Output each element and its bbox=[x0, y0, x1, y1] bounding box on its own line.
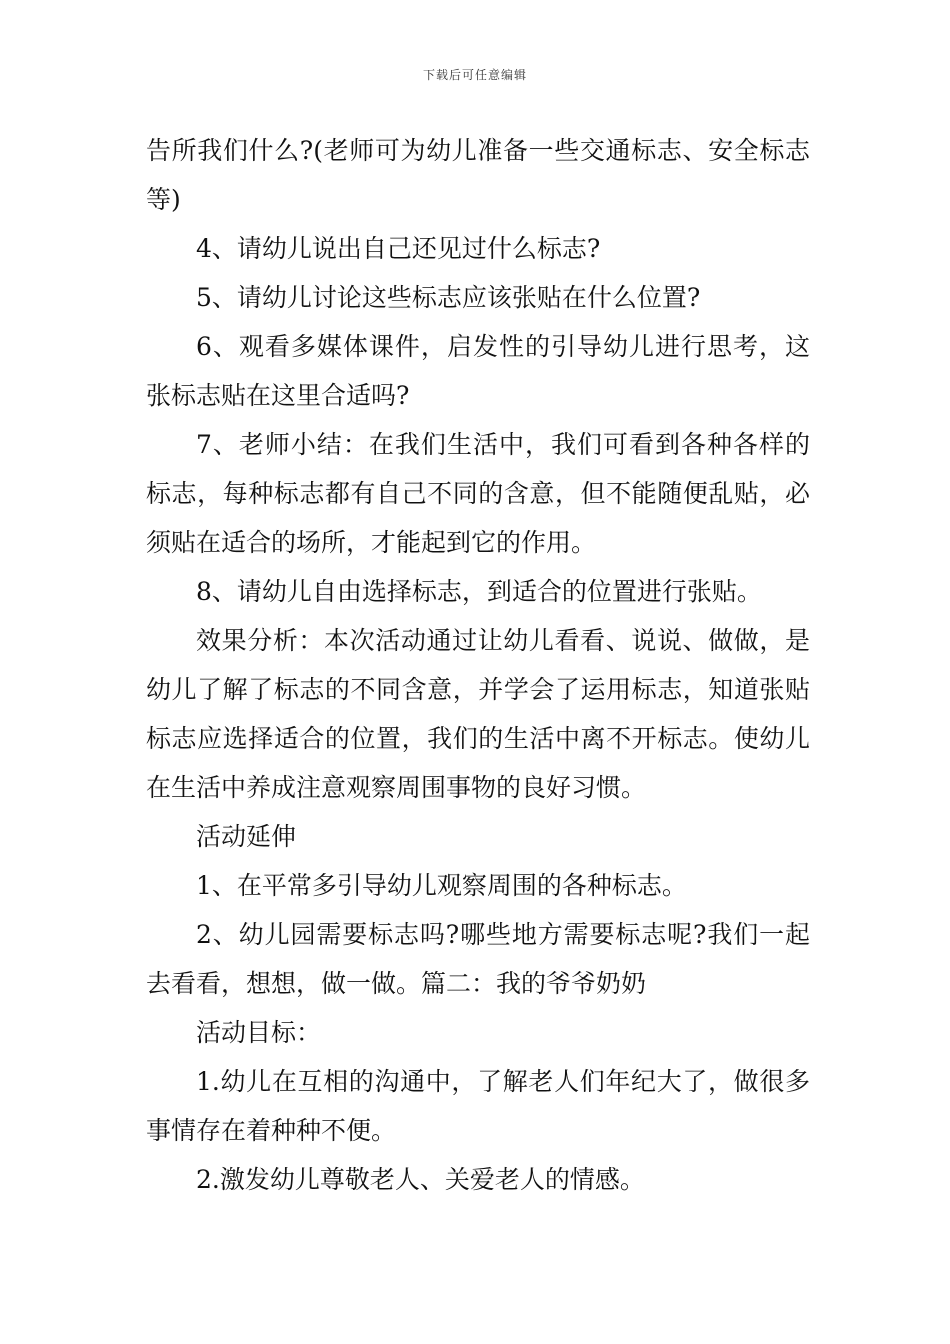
page-header: 下载后可任意编辑 bbox=[422, 68, 527, 82]
paragraph-extension-2: 2、幼儿园需要标志吗?哪些地方需要标志呢?我们一起去看看，想想，做一做。篇二：我的爷爷奶奶 bbox=[146, 920, 810, 998]
section-heading-goals: 活动目标： bbox=[196, 1018, 322, 1047]
paragraph-goal-1: 1.幼儿在互相的沟通中，了解老人们年纪大了，做很多事情存在着种种不便。 bbox=[146, 1067, 810, 1145]
document-body bbox=[146, 126, 810, 1204]
paragraph-goal-2: 2.激发幼儿尊敬老人、关爱老人的情感。 bbox=[196, 1165, 645, 1194]
paragraph-continuation: 告所我们什么?(老师可为幼儿准备一些交通标志、安全标志等) bbox=[146, 136, 810, 214]
paragraph-step-7: 7、老师小结：在我们生活中，我们可看到各种各样的标志，每种标志都有自己不同的含意，但不能随便乱贴，必须贴在适合的场所，才能起到它的作用。 bbox=[146, 430, 810, 557]
paragraph-extension-1: 1、在平常多引导幼儿观察周围的各种标志。 bbox=[196, 871, 687, 900]
paragraph-step-4: 4、请幼儿说出自己还见过什么标志? bbox=[196, 234, 601, 263]
paragraph-effect-analysis: 效果分析：本次活动通过让幼儿看看、说说、做做，是幼儿了解了标志的不同含意，并学会了运用标志，知道张贴标志应选择适合的位置，我们的生活中离不开标志。使幼儿在生活中养成注意观察周围事物的良好习惯。 bbox=[146, 626, 810, 802]
paragraph-step-8: 8、请幼儿自由选择标志，到适合的位置进行张贴。 bbox=[196, 577, 762, 606]
paragraph-step-6: 6、观看多媒体课件，启发性的引导幼儿进行思考，这张标志贴在这里合适吗? bbox=[146, 332, 810, 410]
paragraph-step-5: 5、请幼儿讨论这些标志应该张贴在什么位置? bbox=[196, 283, 701, 312]
section-heading-extension: 活动延伸 bbox=[196, 822, 297, 851]
